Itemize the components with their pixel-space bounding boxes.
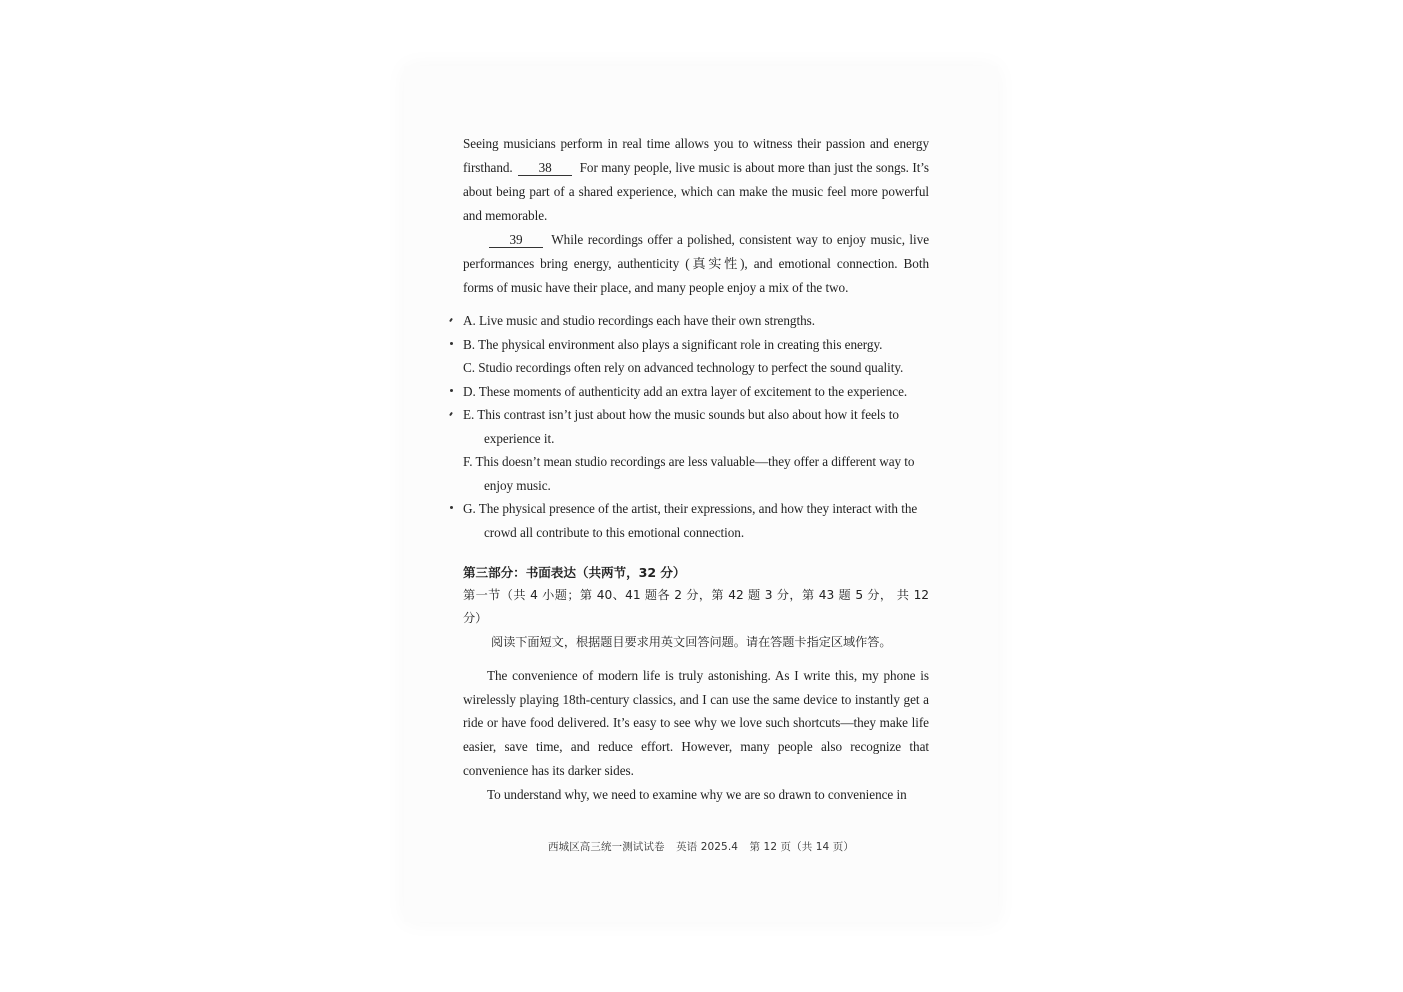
passage-paragraph-39 [463, 228, 929, 300]
option-d [463, 380, 929, 404]
page-content [463, 132, 929, 806]
passage-text: For many people, live music is about more than just the songs. It’s about being part of a shared experience, which can make the music feel more powerful and memorable. [463, 160, 930, 223]
option-text: D. These moments of authenticity add an extra layer of excitement to the experience. [463, 383, 908, 399]
option-f [463, 450, 929, 497]
option-a [463, 309, 929, 333]
passage-text: While recordings offer a polished, consistent way to enjoy music, live performances bring energy, authenticity (真实性), and emotional connection. Both forms of music have their place, and many people enjoy a mix of the two. [463, 232, 929, 295]
reading-paragraph-2: To understand why, we need to examine why we are so drawn to convenience in [487, 786, 907, 802]
blank-38: 38 [518, 161, 572, 176]
option-text: F. This doesn’t mean studio recordings are less valuable—they offer a different way to enjoy music. [463, 454, 915, 493]
blank-39: 39 [489, 233, 543, 248]
footer-page-number: 第 12 页（共 14 页） [749, 841, 854, 853]
reading-passage [463, 664, 929, 806]
pen-mark [450, 506, 453, 509]
answer-options [463, 309, 929, 544]
section-instruction: 阅读下面短文，根据题目要求用英文回答问题。请在答题卡指定区域作答。 [491, 635, 892, 649]
option-text: E. This contrast isn’t just about how the music sounds but also about how it feels to experience it. [463, 407, 899, 446]
footer-exam-title: 西城区高三统一测试试卷 [548, 841, 665, 853]
page-footer [404, 839, 998, 854]
option-text: C. Studio recordings often rely on advanced technology to perfect the sound quality. [463, 360, 904, 375]
option-c [463, 356, 929, 380]
option-text: A. Live music and studio recordings each have their own strengths. [463, 313, 815, 328]
section-subheading: 第一节（共 4 小题；第 40、41 题各 2 分，第 42 题 3 分，第 43 题 5 分， 共 12 分） [463, 588, 929, 625]
option-e [463, 403, 929, 450]
section-heading: 第三部分：书面表达（共两节，32 分） [463, 565, 686, 580]
pen-mark [450, 342, 453, 345]
pen-mark [450, 389, 453, 392]
option-g [463, 497, 929, 544]
footer-subject: 英语 2025.4 [676, 841, 739, 853]
passage-text: Seeing musicians perform in real time allows you to witness their passion and energy firsthand. [463, 136, 929, 175]
option-b [463, 333, 929, 357]
reading-paragraph-1: The convenience of modern life is truly astonishing. As I write this, my phone is wirelessly playing 18th-century classics, and I can use the same device to instantly get a ride or have food delivered. It’s easy to see why we love such shortcuts—they make life easier, save time, and reduce effort. However, many people also recognize that convenience has its darker sides. [463, 668, 929, 778]
option-text: B. The physical environment also plays a significant role in creating this energy. [463, 336, 883, 352]
option-text: G. The physical presence of the artist, their expressions, and how they interact with the crowd all contribute to this emotional connection. [463, 501, 918, 540]
passage-paragraph-38 [463, 132, 929, 228]
